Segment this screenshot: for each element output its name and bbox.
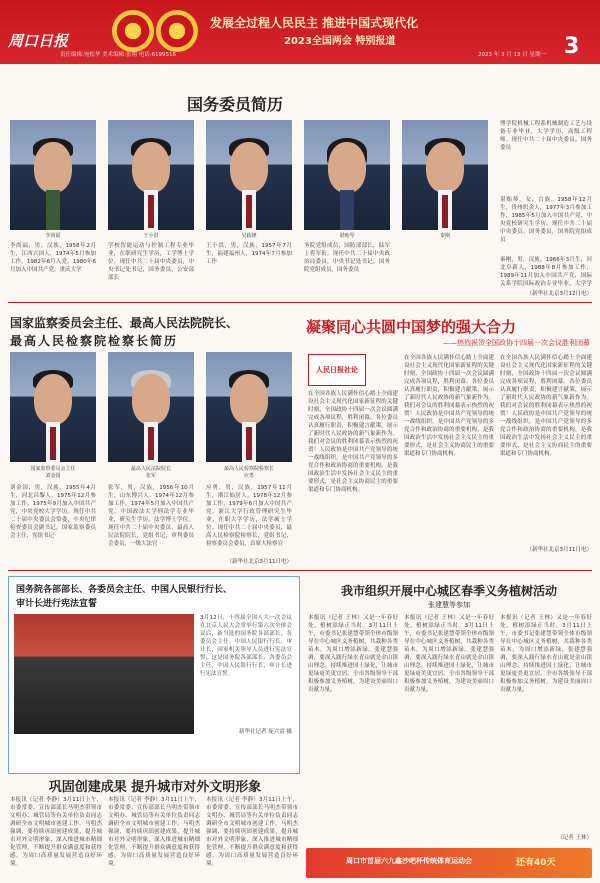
section-title-state-councilors: 国务委员简历 (186, 95, 283, 114)
caption-name-2: 张军 (145, 473, 156, 479)
editorial-tag (308, 354, 366, 386)
caption-wang-xiaohong: 王小洪 (143, 233, 159, 239)
masthead-info: 责任编辑:宛松华 美术编辑:张翔 电话:6199516 (60, 52, 177, 58)
oath-title-2: 审计长进行宪法宣誓 (16, 599, 98, 609)
source-editorial: （新华社北京3月11日电） (526, 547, 592, 553)
source-trees: （记者 王林） (557, 835, 592, 841)
divider-2 (8, 570, 592, 571)
oath-credit: 新华社记者 庞兴雷 摄 (239, 729, 292, 735)
trees-body-1: 本报讯（记者 王林）又是一年春好处，植树添绿正当时。3月11日上午，市委书记张建慧带领全体市级领导在中心城区义务植树，共栽种各类苗木，为周口增添新绿。张建慧强调，要深入践行绿水青山就是金山银山理念，持续推进国土绿化，让城市更绿更美更宜居。全市各级领导干部积极参加义务植树，为建设美丽周口贡献力量。 (308, 615, 398, 693)
bio-judicial-2: 张军，男，汉族，1956年10月生，山东博兴人，1974年12月参加工作，1974年5月加入中国共产党，中国政法大学刑法学专业毕业，研究生学历，法学博士学位。现任中共二十届中央委员，最高人民法院院长，党组书记，审判委员会委员，一级大法官 (108, 485, 194, 547)
caption-role-3: 最高人民检察院检察长 (223, 466, 274, 472)
oath-caption: 3月12日，十四届全国人大一次会议在北京人民大会堂举行第六次全体会议后，新当选的国务院各部部长、各委员会主任、中国人民银行行长、审计长，国家机关领导人员进行宪法宣誓。这是国务院各部部长、各委员会主任、中国人民银行行长、审计长进行宪法宣誓。 (200, 615, 292, 677)
caption-role-2: 最高人民法院院长 (130, 466, 171, 472)
source-judicial: （新华社北京3月11日电） (226, 559, 292, 565)
editorial-tag-label: 人民日报社论 (316, 366, 358, 374)
caption-wu-zhenglong: 吴政隆 (241, 233, 257, 239)
portrait-ying-yong (206, 352, 292, 462)
civic-body-2: 本报讯（记者 李静）3月11日上午，市委常委、宣传部部长马明杰带领市文明办、城管局等有关单位负责同志调研全市文明城市创建工作。马明杰强调，要持续巩固创建成果，提升城市对外文明形象，深入推进城市精细化管理，不断提升群众满意度和获得感，为周口高质量发展营造良好环境。 (108, 797, 200, 867)
bio-state-4: 务院党组成员，国防部部长，陆军上将军衔。现任中共二十届中央政治局委员，中央书记处书记，国务院党组成员，国务委员 (304, 243, 390, 273)
cppcc-emblem-icon (156, 10, 198, 52)
caption-shen-yiqin: 谌贻琴 (339, 233, 355, 239)
portrait-liu-jinguo (10, 352, 96, 462)
civic-headline: 巩固创建成果 提升城市对外文明形象 (48, 780, 262, 795)
bio-state-2: 学校智能运动与控制工程专业毕业，在职研究生学历，工学博士学位。现任中共二十届中央委员，中央书记处书记，国务委员，公安部部长 (108, 243, 194, 281)
ad-banner-text: 周口市首届六九鑫沙吧杯传统体育运动会 (346, 857, 472, 865)
masthead-date: 2023 年 3 月 13 日 星期一 (478, 52, 546, 58)
masthead-logo: 周口日报 (8, 32, 69, 50)
editorial-body-2: 在全国各族人民满怀信心踏上全面建设社会主义现代化国家新征程的关键时刻，全国政协十四届一次会议圆满完成各项议程，胜利闭幕。各位委员认真履行职责，积极建言献策，展示了新时代人民政协的新气象新作为。我们对会议的胜利闭幕表示热烈的祝贺！人民政协是中国共产党领导的统一战线组织，是中国共产党领导的多党合作和政治协商的重要机构，是我国政治生活中发扬社会主义民主的重要形式，是社会主义协商民主的重要渠道和专门协商机构。 (404, 355, 494, 457)
bio-state-3: 王小洪，男，汉族，1957年7月生，福建福州人，1974年7月参加工作 (206, 243, 292, 265)
editorial-body-1: 在全国各族人民满怀信心踏上全面建设社会主义现代化国家新征程的关键时刻，全国政协十四届一次会议圆满完成各项议程，胜利闭幕。各位委员认真履行职责，积极建言献策，展示了新时代人民政协的新气象新作为。我们对会议的胜利闭幕表示热烈的祝贺！人民政协是中国共产党领导的统一战线组织，是中国共产党领导的多党合作和政治协商的重要机构，是我国政治生活中发扬社会主义民主的重要形式，是社会主义协商民主的重要渠道和专门协商机构。 (308, 391, 398, 493)
caption-name-1: 刘金国 (45, 473, 61, 479)
portrait-zhang-jun (108, 352, 194, 462)
trees-headline: 我市组织开展中心城区春季义务植树活动 (340, 584, 557, 598)
ad-banner[interactable] (306, 848, 592, 878)
oath-title-1: 国务院各部部长、各委员会主任、中国人民银行行长、 (16, 585, 233, 595)
oath-photo (14, 614, 194, 734)
caption-qin-gang: 秦刚 (439, 233, 450, 239)
national-emblem-icon (112, 10, 154, 52)
caption-li-shangfu: 李尚福 (45, 233, 61, 239)
portrait-li-shangfu (10, 120, 96, 230)
trees-body-3: 本报讯（记者 王林）又是一年春好处，植树添绿正当时。3月11日上午，市委书记张建慧带领全体市级领导在中心城区义务植树，共栽种各类苗木，为周口增添新绿。张建慧强调，要深入践行绿水青山就是金山银山理念，持续推进国土绿化，让城市更绿更美更宜居。全市各级领导干部积极参加义务植树，为建设美丽周口贡献力量。 (500, 615, 592, 693)
civic-body-3: 本报讯（记者 李静）3月11日上午，市委常委、宣传部部长马明杰带领市文明办、城管局等有关单位负责同志调研全市文明城市创建工作。马明杰强调，要持续巩固创建成果，提升城市对外文明形象，深入推进城市精细化管理，不断提升群众满意度和获得感，为周口高质量发展营造良好环境。 (206, 797, 298, 867)
bio-state-5: 博学院机械工程系机械制造工艺与设备专业毕业，大学学历，高级工程师。现任中共二十届中央委员，国务委员 (500, 121, 592, 151)
section-title-judicial-1: 国家监察委员会主任、最高人民法院院长、 (10, 316, 239, 330)
editorial-body-3: 在全国各族人民满怀信心踏上全面建设社会主义现代化国家新征程的关键时刻，全国政协十四届一次会议圆满完成各项议程，胜利闭幕。各位委员认真履行职责，积极建言献策，展示了新时代人民政协的新气象新作为。我们对会议的胜利闭幕表示热烈的祝贺！人民政协是中国共产党领导的统一战线组织，是中国共产党领导的多党合作和政治协商的重要机构，是我国政治生活中发扬社会主义民主的重要形式，是社会主义协商民主的重要渠道和专门协商机构。 (500, 355, 592, 457)
civic-body-1: 本报讯（记者 李静）3月11日上午，市委常委、宣传部部长马明杰带领市文明办、城管局等有关单位负责同志调研全市文明城市创建工作。马明杰强调，要持续巩固创建成果，提升城市对外文明形象，深入推进城市精细化管理，不断提升群众满意度和获得感，为周口高质量发展营造良好环境。 (10, 797, 102, 867)
editorial-headline: 凝聚同心共圆中国梦的强大合力 (306, 318, 517, 336)
portrait-wu-zhenglong (206, 120, 292, 230)
portrait-qin-gang (402, 120, 488, 230)
bio-state-more: 秦刚，男，汉族，1966年3月生，河北阜新人，1988年8月参加工作，1989年11月加入中国共产党，国际关系学院国际政治专业毕业，大学学 (500, 257, 592, 287)
bio-state-6: 谌贻琴，女，白族，1958年12月生，贵州织金人，1977年3月参加工作，1985年5月加入中国共产党，中央党校研究生学历。现任中共二十届中央委员，国务委员，国务院党组成员 (500, 197, 592, 243)
bio-judicial-3: 应勇，男，汉族，1957年11月生，浙江仙居人，1978年12月参加工作，1979年6月加入中国共产党，浙江大学行政管理研究生毕业，在职大学学历，法学硕士学位。现任中共二十届中央委员，最高人民检察院检察长，党组书记，检察委员会委员，首席大检察官 (206, 485, 292, 547)
ad-banner-countdown: 还有40天 (516, 858, 556, 868)
portrait-shen-yiqin (304, 120, 390, 230)
trees-byline: 张建慧等参加 (428, 601, 470, 609)
caption-name-3: 应勇 (243, 473, 254, 479)
source-state: （新华社北京3月12日电） (526, 291, 592, 297)
section-title-judicial-2: 最高人民检察院检察长简历 (10, 334, 179, 348)
portrait-wang-xiaohong (108, 120, 194, 230)
masthead-subtitle: 2023全国两会 特别报道 (284, 36, 396, 47)
page-number: 3 (564, 34, 580, 59)
bio-state-1: 李尚福，男，汉族，1958年2月生，江西兴国人，1974年5月参加工作，1982年6月入党，1980年6月加入中国共产党，重庆大学 (10, 243, 96, 273)
divider-1 (8, 302, 592, 303)
bio-judicial-1: 刘金国，男，汉族，1955年4月生，河北昌黎人，1975年12月参加工作，1975年9月加入中国共产党，中央党校大学学历。现任中共二十届中央委员会常委，中央纪律检查委员会副书记，国家监察委员会主任，党组书记 (10, 485, 96, 539)
editorial-subhead: ——热烈祝贺全国政协十四届一次会议胜利闭幕 (443, 339, 590, 347)
trees-body-2: 本报讯（记者 王林）又是一年春好处，植树添绿正当时。3月11日上午，市委书记张建慧带领全体市级领导在中心城区义务植树，共栽种各类苗木，为周口增添新绿。张建慧强调，要深入践行绿水青山就是金山银山理念，持续推进国土绿化，让城市更绿更美更宜居。全市各级领导干部积极参加义务植树，为建设美丽周口贡献力量。 (404, 615, 494, 693)
caption-role-1: 国家监察委员会主任 (30, 466, 76, 472)
masthead-slogan: 发展全过程人民民主 推进中国式现代化 (210, 16, 419, 30)
